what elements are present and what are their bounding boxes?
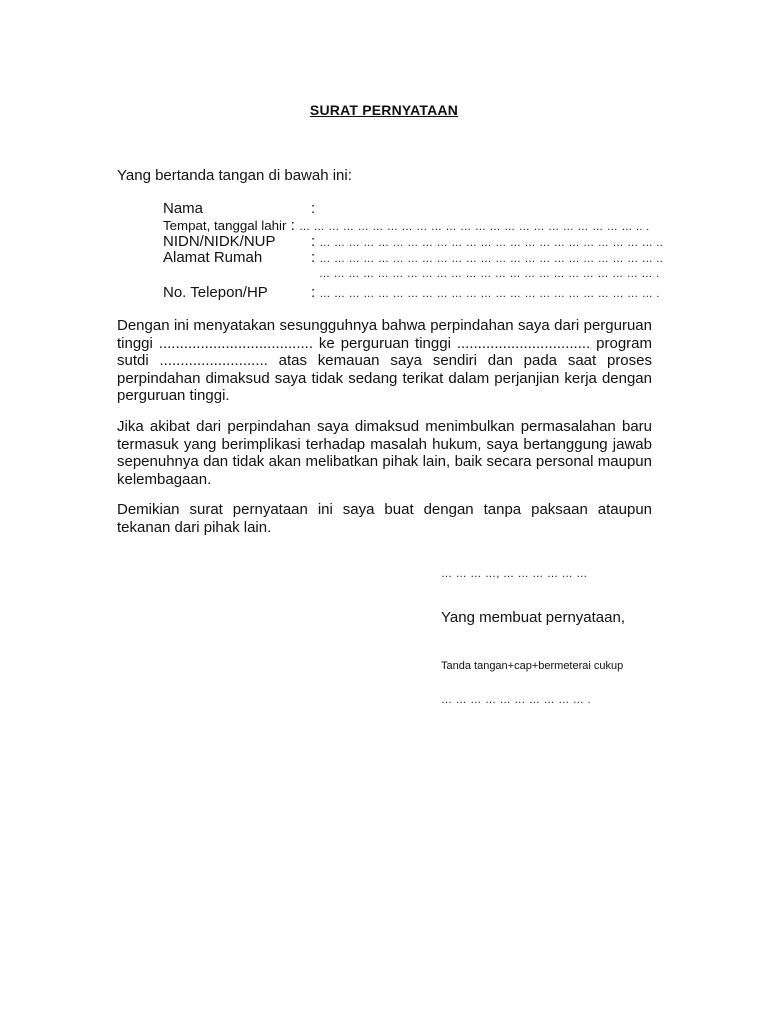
field-separator: : [311, 233, 316, 250]
field-dots: … … … … … … … … … … … … … … … … … … … … … … … .. [319, 237, 664, 249]
place-date-line: … … … …, … … … … … … [441, 568, 588, 580]
field-dots: … … … … … … … … … … … … … … … … … … … … … … … . [319, 288, 660, 300]
field-label: Alamat Rumah [163, 249, 263, 266]
address-continuation-dots: … … … … … … … … … … … … … … … … … … … … … … … . [319, 268, 660, 280]
signature-note: Tanda tangan+cap+bermeterai cukup [441, 660, 624, 672]
paragraph-closing: Demikian surat pernyataan ini saya buat dengan tanpa paksaan ataupun tekanan dari pihak lain. [117, 501, 652, 536]
signature-closing: Yang membuat pernyataan, [441, 609, 626, 626]
field-dots: … … … … … … … … … … … … … … … … … … … … … … … .. [319, 253, 664, 265]
field-label: NIDN/NIDK/NUP [163, 233, 276, 250]
field-label: No. Telepon/HP [163, 284, 268, 301]
document-title: SURAT PERNYATAAN [309, 102, 459, 118]
field-separator: : [290, 217, 295, 234]
field-label: Tempat, tanggal lahir [163, 218, 287, 233]
field-label: Nama [163, 200, 204, 217]
signature-name-line: … … … … … … … … … … . [441, 694, 591, 706]
paragraph-statement: Dengan ini menyatakan sesungguhnya bahwa perpindahan saya dari perguruan tinggi ..................................... ke perguruan tinggi ................................ program sutdi .......................... atas kemauan saya sendiri dan pada saat proses perpindahan dimaksud saya tidak sedang terikat dalam perjanjian kerja dengan perguruan tinggi. [117, 317, 652, 404]
paragraph-responsibility: Jika akibat dari perpindahan saya dimaksud menimbulkan permasalahan baru termasuk yang berimplikasi terhadap masalah hukum, saya bertanggung jawab sepenuhnya dan tidak akan melibatkan pihak lain, baik secara personal maupun kelembagaan. [117, 418, 652, 488]
field-nama [163, 200, 315, 217]
field-alamat-rumah [163, 249, 663, 268]
field-separator: : [311, 284, 316, 301]
field-telepon [163, 284, 660, 303]
intro-text: Yang bertanda tangan di bawah ini: [117, 167, 352, 184]
field-dots: … … … … … … … … … … … … … … … … … … … … … … … .. . [298, 221, 650, 233]
field-separator: : [311, 249, 316, 266]
field-separator: : [311, 200, 316, 217]
